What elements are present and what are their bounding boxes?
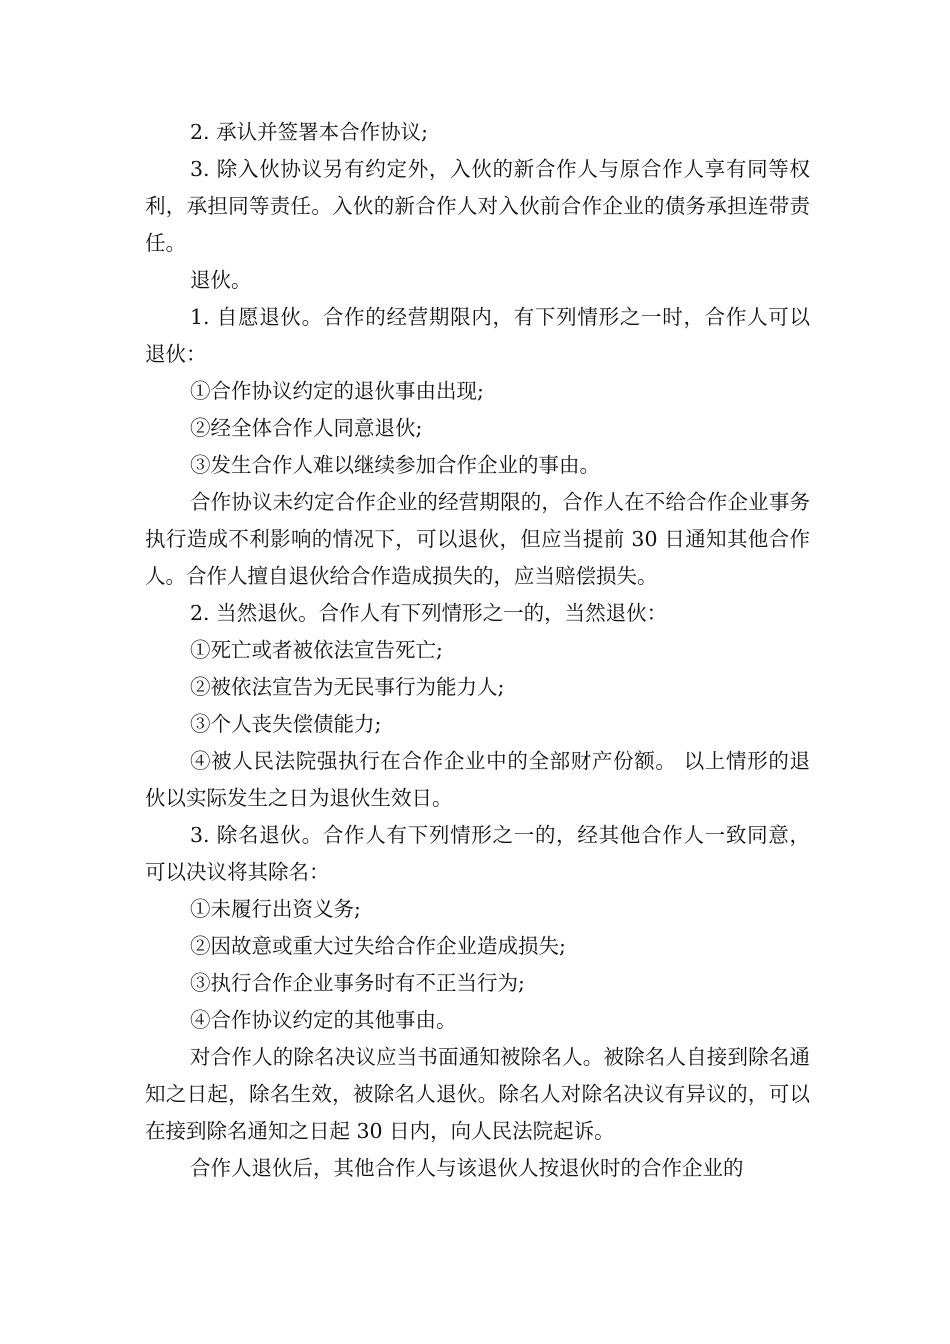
paragraph: 2. 当然退伙。合作人有下列情形之一的，当然退伙：	[190, 601, 668, 625]
list-item: ④合作协议约定的其他事由。	[190, 1008, 457, 1032]
list-item: ④被人民法院强执行在合作企业中的全部财产份额。 以上情形的退伙以实际发生之日为退伙生效日。	[145, 749, 810, 810]
paragraph: 3. 除名退伙。合作人有下列情形之一的，经其他合作人一致同意，可以决议将其除名：	[145, 823, 810, 884]
list-item: ③发生合作人难以继续参加合作企业的事由。	[190, 453, 600, 477]
paragraph: 1. 自愿退伙。合作的经营期限内，有下列情形之一时，合作人可以退伙：	[145, 305, 810, 366]
list-item: ①死亡或者被依法宣告死亡;	[190, 638, 443, 662]
section-heading: 退伙。	[190, 268, 252, 292]
list-item: ①合作协议约定的退伙事由出现;	[190, 379, 484, 403]
paragraph: 2. 承认并签署本合作协议;	[190, 120, 428, 144]
list-item: ②被依法宣告为无民事行为能力人;	[190, 675, 505, 699]
paragraph: 合作人退伙后，其他合作人与该退伙人按退伙时的合作企业的	[190, 1156, 744, 1180]
paragraph: 3. 除入伙协议另有约定外，入伙的新合作人与原合作人享有同等权利，承担同等责任。入伙的新合作人对入伙前合作企业的债务承担连带责任。	[145, 157, 810, 255]
paragraph: 合作协议未约定合作企业的经营期限的，合作人在不给合作企业事务执行造成不利影响的情况下，可以退伙，但应当提前 30 日通知其他合作人。合作人擅自退伙给合作造成损失的，应当赔偿损失。	[145, 490, 810, 588]
list-item: ③个人丧失偿债能力;	[190, 712, 382, 736]
list-item: ①未履行出资义务;	[190, 897, 361, 921]
list-item: ③执行合作企业事务时有不正当行为;	[190, 971, 525, 995]
list-item: ②经全体合作人同意退伙;	[190, 416, 423, 440]
paragraph: 对合作人的除名决议应当书面通知被除名人。被除名人自接到除名通知之日起，除名生效，被除名人退伙。除名人对除名决议有异议的，可以在接到除名通知之日起 30 日内，向人民法院起诉。	[145, 1045, 810, 1143]
list-item: ②因故意或重大过失给合作企业造成损失;	[190, 934, 566, 958]
document-body	[145, 114, 810, 1187]
